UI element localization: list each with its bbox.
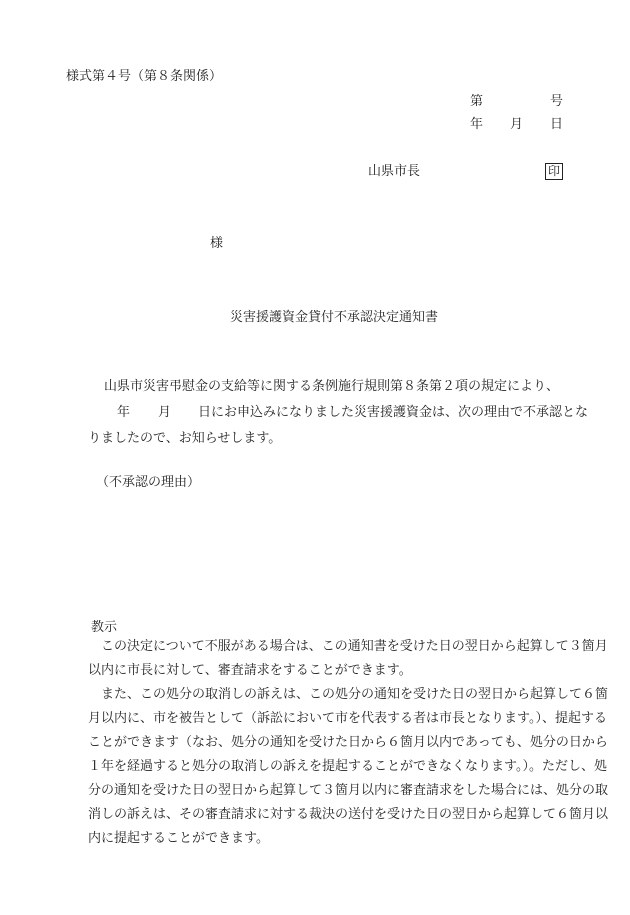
- body-line-3: りましたので、お知らせします。: [88, 431, 282, 446]
- instruction-heading: 教示: [91, 620, 118, 635]
- document-title: 災害援護資金貸付不承認決定通知書: [230, 310, 439, 325]
- instruction-body: [88, 635, 608, 851]
- date-month: 月: [510, 117, 524, 132]
- number-prefix: 第: [470, 94, 484, 109]
- instruction-para-1: この決定について不服がある場合は、この通知書を受けた日の翌日から起算して３箇月以内に市長に対して、審査請求をすることができます。: [88, 639, 608, 678]
- body-line-2-rest: 日にお申込みになりました災害援護資金は、次の理由で不承認とな: [198, 405, 589, 420]
- seal-mark: 印: [545, 163, 563, 180]
- date-year: 年: [470, 117, 484, 132]
- instruction-para-2: また、この処分の取消しの訴えは、この処分の通知を受けた日の翌日から起算して６箇月以内に、市を被告として（訴訟において市を代表する者は市長となります。）、提起することができます（なお、処分の通知を受けた日から６箇月以内であっても、処分の日から１年を経過すると処分の取消しの訴えを提起することができなくなります。）。ただし、処分の通知を受けた日の翌日から起算して３箇月以内に審査請求をした場合には、処分の取消しの訴えは、その審査請求に対する裁決の送付を受けた日の翌日から起算して６箇月以内に提起することができます。: [88, 687, 609, 846]
- date-day: 日: [550, 117, 564, 132]
- body-line-1: 山県市災害弔慰金の支給等に関する条例施行規則第８条第２項の規定により、: [104, 379, 560, 394]
- number-suffix: 号: [550, 94, 564, 109]
- number-line: [470, 95, 483, 108]
- reason-label: （不承認の理由）: [96, 475, 201, 490]
- issuer: 山県市長: [368, 164, 421, 179]
- addressee-suffix: 様: [210, 236, 224, 251]
- body-line-2-month: 月: [158, 405, 172, 420]
- body-line-2-year: 年: [117, 405, 131, 420]
- form-id: 様式第４号（第８条関係）: [66, 69, 223, 84]
